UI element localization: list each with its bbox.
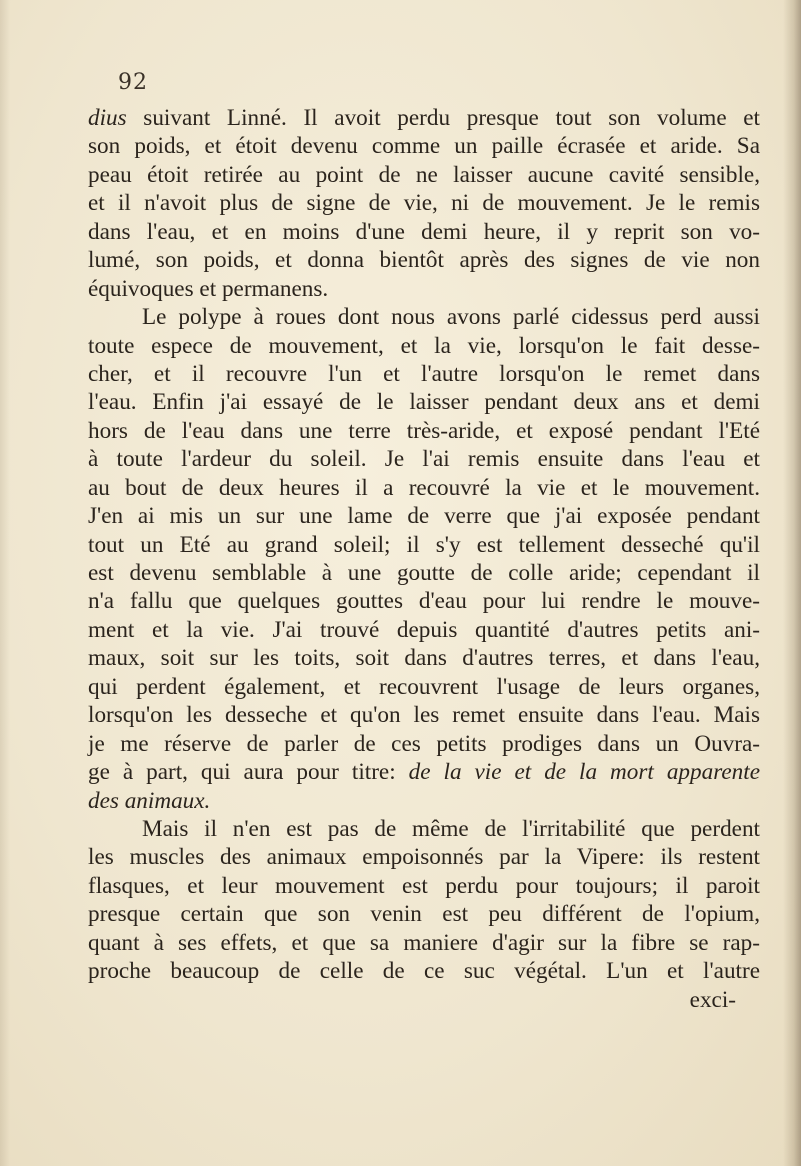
text-segment: quant à ses effets, et que sa maniere d'agir sur la fibre se rap- (88, 929, 760, 956)
text-segment: au bout de deux heures il a recouvré la vie et le mouvement. (88, 474, 760, 501)
text-line (88, 957, 760, 985)
italic-text: dius (88, 105, 127, 131)
text-segment: suivant Linné. Il avoit perdu presque tout son volume et (126, 105, 760, 131)
text-segment: l'eau. Enfin j'ai essayé de le laisser pendant deux ans et demi (88, 389, 760, 416)
text-segment: maux, soit sur les toits, soit dans d'autres terres, et dans l'eau, (88, 645, 760, 672)
text-segment: qui perdent également, et recouvrent l'usage de leurs organes, (88, 673, 760, 700)
text-line (88, 445, 760, 473)
text-line (88, 616, 760, 644)
text-line (88, 730, 760, 758)
text-line (88, 587, 760, 615)
text-line (88, 161, 760, 189)
text-line (88, 815, 760, 843)
text-segment: Mais il n'en est pas de même de l'irritabilité que perdent (142, 815, 760, 842)
text-segment: tout un Eté au grand soleil; il s'y est tellement desseché qu'il (88, 531, 760, 558)
text-segment: cher, et il recouvre l'un et l'autre lorsqu'on le remet dans (88, 360, 760, 387)
italic-text: des animaux. (88, 787, 211, 814)
page-left-edge-shadow (0, 0, 10, 1166)
text-line (88, 388, 760, 416)
text-line (88, 189, 760, 217)
text-line (88, 502, 760, 530)
text-line (88, 531, 760, 559)
text-line (88, 275, 760, 303)
text-segment: exci- (689, 986, 736, 1013)
text-line (88, 132, 760, 160)
text-line (88, 701, 760, 729)
text-segment: hors de l'eau dans une terre très-aride, et exposé pendant l'Eté (88, 417, 760, 444)
text-segment: ment et la vie. J'ai trouvé depuis quantité d'autres petits ani- (88, 616, 760, 643)
text-line (88, 900, 760, 928)
text-segment: toute espece de mouvement, et la vie, lorsqu'on le fait desse- (88, 332, 760, 359)
text-line (88, 843, 760, 871)
text-segment: lorsqu'on les desseche et qu'on les remet ensuite dans l'eau. Mais (88, 702, 760, 729)
text-line (88, 360, 760, 388)
text-segment: n'a fallu que quelques gouttes d'eau pour lui rendre le mouve- (88, 588, 760, 615)
text-segment: flasques, et leur mouvement est perdu pour toujours; il paroit (88, 872, 760, 899)
text-segment: lumé, son poids, et donna bientôt après des signes de vie non (88, 247, 760, 274)
page-right-edge-shadow (783, 0, 801, 1166)
text-segment: est devenu semblable à une goutte de colle aride; cependant il (88, 560, 760, 586)
text-segment: son poids, et étoit devenu comme un paille écrasée et aride. Sa (88, 133, 760, 160)
text-segment: équivoques et permanens. (88, 275, 329, 302)
text-line (88, 104, 760, 132)
text-segment: proche beaucoup de celle de ce suc végétal. L'un et l'autre (88, 958, 760, 985)
text-segment: dans l'eau, et en moins d'une demi heure, il y reprit son vo- (88, 218, 760, 245)
catchword (88, 986, 760, 1014)
italic-text: de la vie et de la mort apparente (408, 759, 760, 786)
text-line (88, 218, 760, 246)
text-segment: presque certain que son venin est peu différent de l'opium, (88, 901, 760, 928)
text-line (88, 673, 760, 701)
text-line (88, 644, 760, 672)
text-line (88, 929, 760, 957)
text-line (88, 417, 760, 445)
text-line (88, 559, 760, 587)
text-line (88, 787, 760, 815)
text-line (88, 303, 760, 331)
text-segment: à toute l'ardeur du soleil. Je l'ai remis ensuite dans l'eau et (88, 446, 760, 473)
text-line (88, 246, 760, 274)
text-segment: et il n'avoit plus de signe de vie, ni de mouvement. Je le remis (88, 190, 760, 217)
text-segment: Le polype à roues dont nous avons parlé cidessus perd aussi (142, 304, 760, 331)
text-segment: J'en ai mis un sur une lame de verre que j'ai exposée pendant (88, 503, 760, 530)
text-line (88, 332, 760, 360)
text-line (88, 474, 760, 502)
page-number: 92 (118, 70, 148, 95)
text-segment: les muscles des animaux empoisonnés par la Vipere: ils restent (88, 844, 760, 871)
text-segment: ge à part, qui aura pour titre: (88, 759, 409, 786)
text-segment: peau étoit retirée au point de ne laisser aucune cavité sensible, (88, 161, 760, 188)
body-text (88, 104, 760, 1014)
text-line (88, 872, 760, 900)
text-line (88, 758, 760, 786)
text-segment: je me réserve de parler de ces petits prodiges dans un Ouvra- (88, 730, 760, 757)
